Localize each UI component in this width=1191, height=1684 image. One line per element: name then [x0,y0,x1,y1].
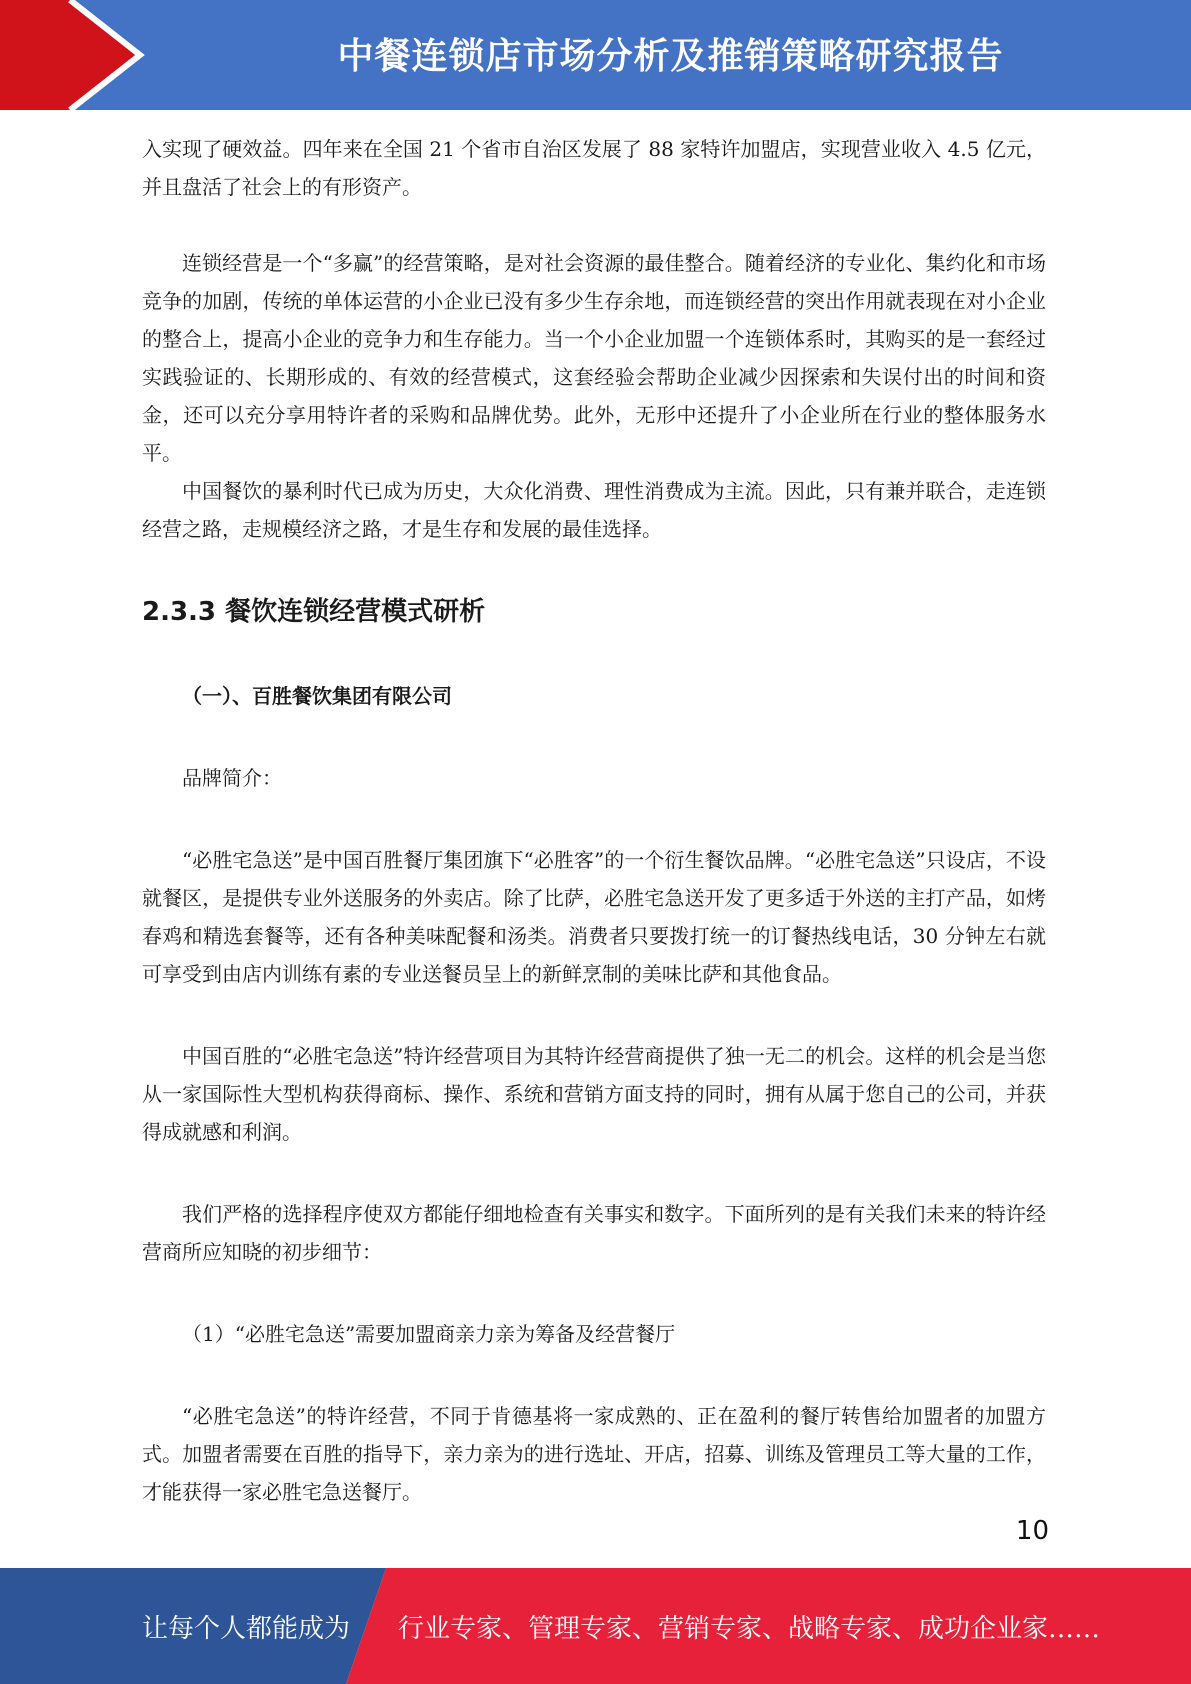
list-item-1: （1）“必胜宅急送”需要加盟商亲力亲为筹备及经营餐厅 [182,1322,676,1346]
subsection-heading: （一）、百胜餐饮集团有限公司 [182,684,452,708]
footer-slogan-left: 让每个人都能成为 [142,1613,351,1644]
paragraph-4: “必胜宅急送”是中国百胜餐厅集团旗下“必胜客”的一个衍生餐饮品牌。“必胜宅急送”只设店，不设就餐区，是提供专业外送服务的外卖店。除了比萨，必胜宅急送开发了更多适于外送的主打产品，如烤春鸡和精选套餐等，还有各种美味配餐和汤类。消费者只要拨打统一的订餐热线电话，30 分钟左右就可享受到由店内训练有素的专业送餐员呈上的新鲜烹制的美味比萨和其他食品。 [142,848,1046,986]
footer-slogan-right: 行业专家、管理专家、营销专家、战略专家、成功企业家…… [398,1613,1101,1644]
paragraph-3: 中国餐饮的暴利时代已成为历史，大众化消费、理性消费成为主流。因此，只有兼并联合，走连锁经营之路，走规模经济之路，才是生存和发展的最佳选择。 [142,479,1046,541]
paragraph-7: “必胜宅急送”的特许经营，不同于肯德基将一家成熟的、正在盈利的餐厅转售给加盟者的加盟方式。加盟者需要在百胜的指导下，亲力亲为的进行选址、开店，招募、训练及管理员工等大量的工作，才能获得一家必胜宅急送餐厅。 [142,1404,1046,1504]
footer-banner [0,1568,1191,1684]
document-title: 中餐连锁店市场分析及推销策略研究报告 [337,35,1004,77]
header-banner [0,0,1191,110]
paragraph-1: 入实现了硬效益。四年来在全国 21 个省市自治区发展了 88 家特许加盟店，实现营业收入 4.5 亿元，并且盘活了社会上的有形资产。 [142,137,1046,199]
section-heading: 2.3.3 餐饮连锁经营模式研析 [142,597,486,627]
paragraph-2: 连锁经营是一个“多赢”的经营策略，是对社会资源的最佳整合。随着经济的专业化、集约化和市场竞争的加剧，传统的单体运营的小企业已没有多少生存余地，而连锁经营的突出作用就表现在对小企业的整合上，提高小企业的竞争力和生存能力。当一个小企业加盟一个连锁体系时，其购买的是一套经过实践验证的、长期形成的、有效的经营模式，这套经验会帮助企业减少因探索和失误付出的时间和资金，还可以充分享用特许者的采购和品牌优势。此外，无形中还提升了小企业所在行业的整体服务水平。 [142,251,1046,465]
header-arrow-icon [0,0,200,110]
page-content [142,130,1046,1511]
paragraph-6: 我们严格的选择程序使双方都能仔细地检查有关事实和数字。下面所列的是有关我们未来的特许经营商所应知晓的初步细节： [142,1202,1046,1264]
brand-intro-label: 品牌简介： [182,766,282,790]
paragraph-5: 中国百胜的“必胜宅急送”特许经营项目为其特许经营商提供了独一无二的机会。这样的机会是当您从一家国际性大型机构获得商标、操作、系统和营销方面支持的同时，拥有从属于您自己的公司，并获得成就感和利润。 [142,1044,1046,1144]
page-number: 10 [1015,1516,1049,1546]
